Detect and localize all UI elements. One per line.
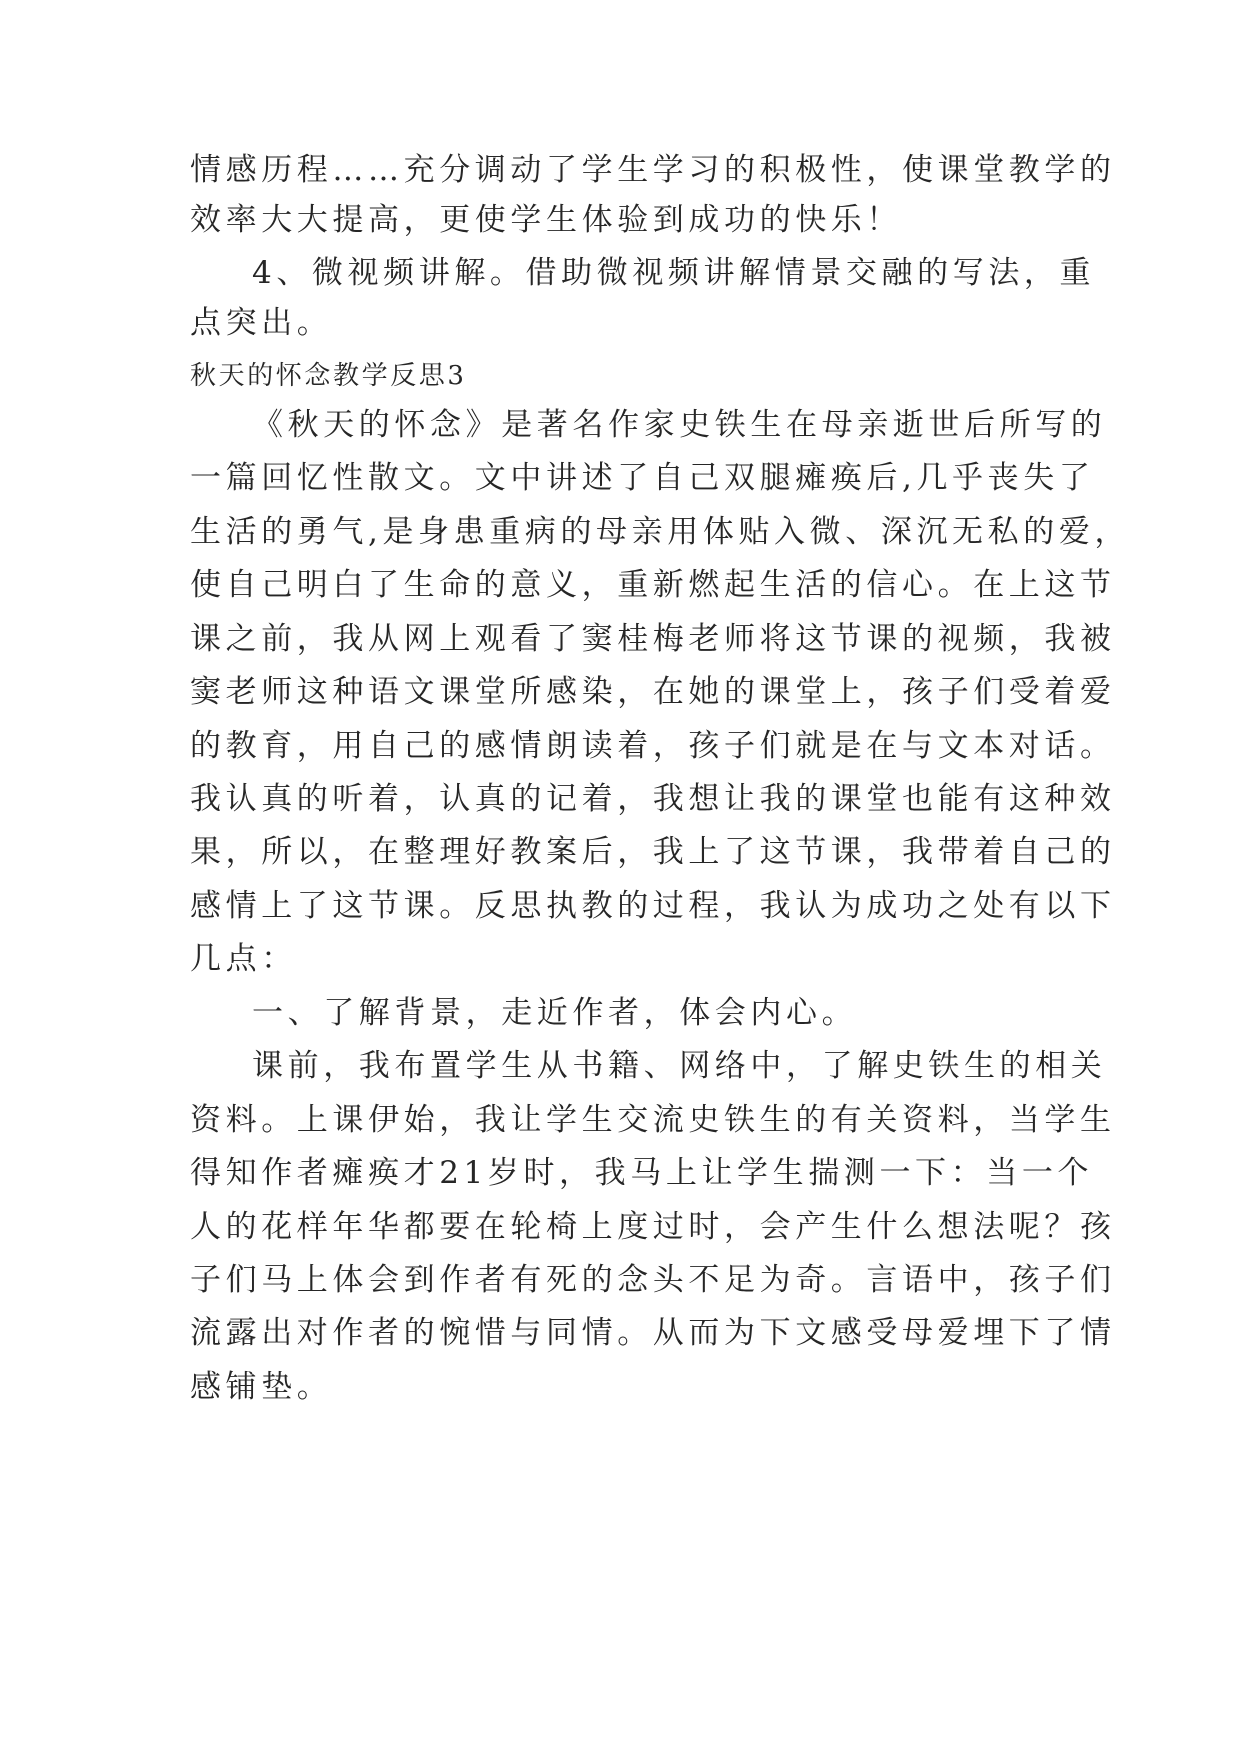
text-line: 4、微视频讲解。借助微视频讲解情景交融的写法，重 xyxy=(252,255,1096,291)
text-line: 果，所以，在整理好教案后，我上了这节课，我带着自己的 xyxy=(190,834,1116,870)
text-line: 我认真的听着，认真的记着，我想让我的课堂也能有这种效 xyxy=(190,781,1116,817)
text-line: 人的花样年华都要在轮椅上度过时，会产生什么想法呢？孩 xyxy=(190,1209,1116,1245)
section-heading: 秋天的怀念教学反思3 xyxy=(190,361,467,391)
text-line: 点突出。 xyxy=(190,305,333,341)
text-line: 感情上了这节课。反思执教的过程，我认为成功之处有以下 xyxy=(190,888,1116,924)
text-line: 资料。上课伊始，我让学生交流史铁生的有关资料，当学生 xyxy=(190,1102,1116,1138)
text-line: 感铺垫。 xyxy=(190,1369,333,1405)
text-line: 流露出对作者的惋惜与同情。从而为下文感受母爱埋下了情 xyxy=(190,1315,1116,1351)
text-line: 效率大大提高，更使学生体验到成功的快乐！ xyxy=(190,202,902,238)
text-line: 情感历程……充分调动了学生学习的积极性，使课堂教学的 xyxy=(190,152,1116,188)
text-line: 几点： xyxy=(190,941,297,977)
text-line: 一篇回忆性散文。文中讲述了自己双腿瘫痪后,几乎丧失了 xyxy=(190,460,1095,496)
text-line: 的教育，用自己的感情朗读着，孩子们就是在与文本对话。 xyxy=(190,728,1116,764)
text-line: 得知作者瘫痪才21岁时，我马上让学生揣测一下：当一个 xyxy=(190,1155,1094,1191)
text-line: 窦老师这种语文课堂所感染，在她的课堂上，孩子们受着爱 xyxy=(190,674,1116,710)
text-line: 使自己明白了生命的意义，重新燃起生活的信心。在上这节 xyxy=(190,567,1116,603)
text-line: 《秋天的怀念》是著名作家史铁生在母亲逝世后所写的 xyxy=(252,407,1107,443)
text-line: 课之前，我从网上观看了窦桂梅老师将这节课的视频，我被 xyxy=(190,621,1116,657)
text-line: 一、了解背景，走近作者，体会内心。 xyxy=(252,995,858,1031)
text-line: 生活的勇气,是身患重病的母亲用体贴入微、深沉无私的爱， xyxy=(190,514,1131,550)
text-line: 课前，我布置学生从书籍、网络中，了解史铁生的相关 xyxy=(252,1048,1107,1084)
text-line: 子们马上体会到作者有死的念头不足为奇。言语中，孩子们 xyxy=(190,1262,1116,1298)
